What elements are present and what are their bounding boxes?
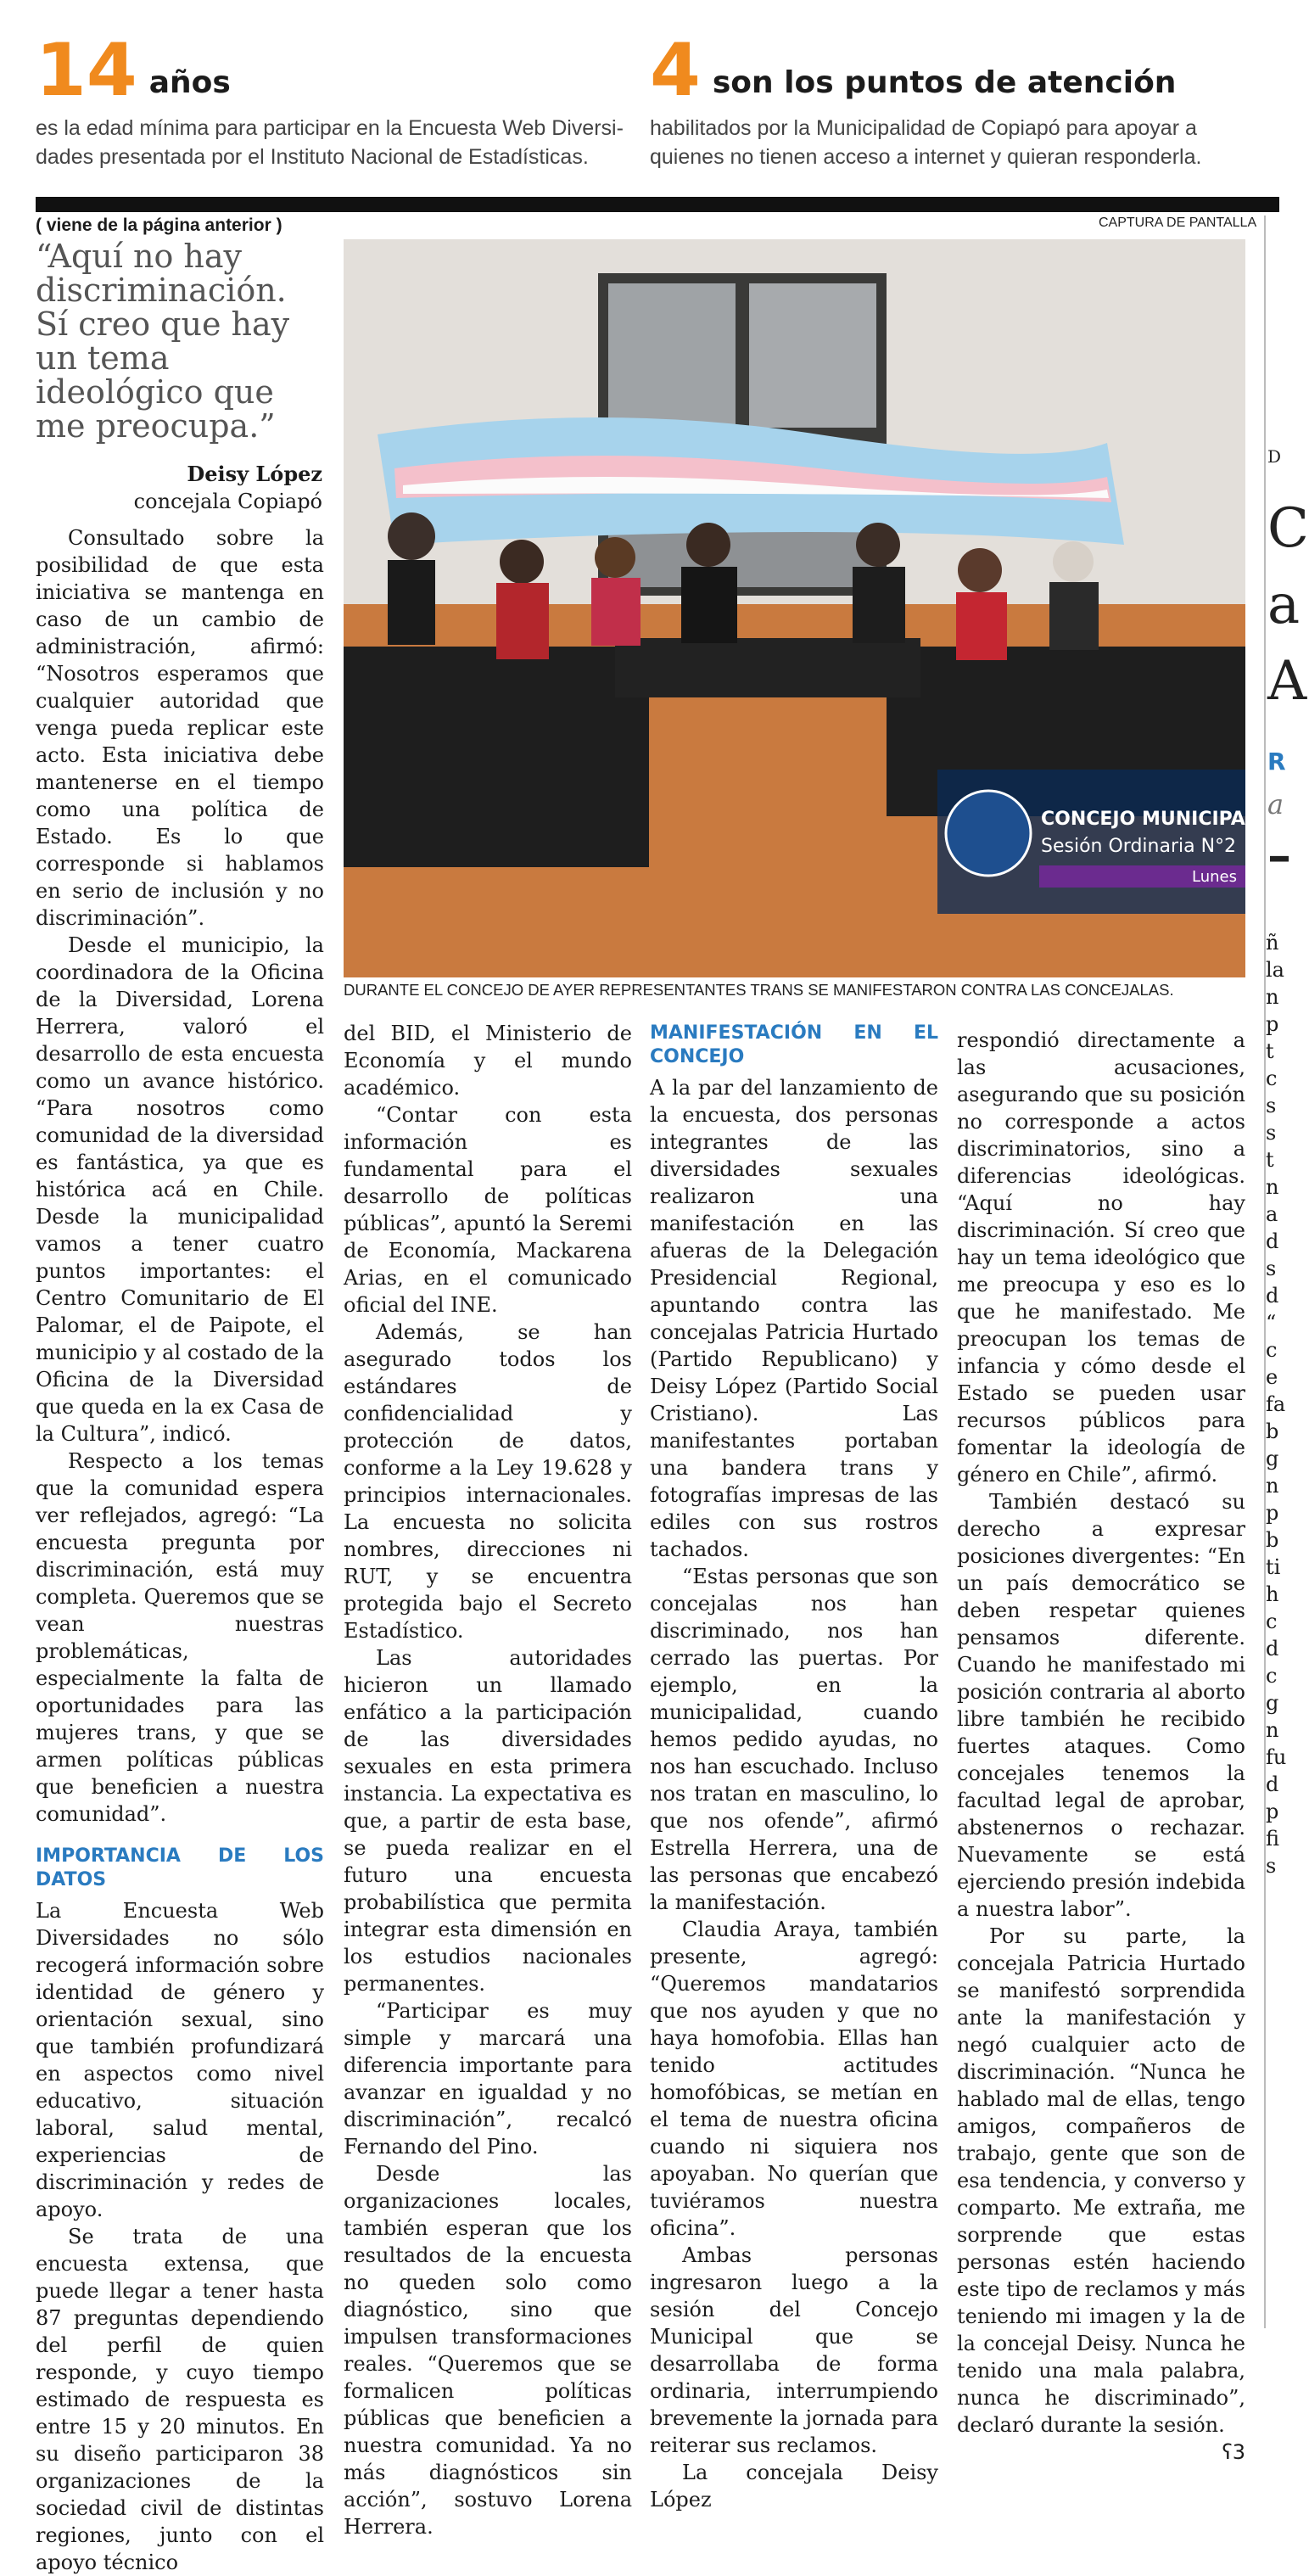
- edge-fragment: d: [1266, 1637, 1279, 1660]
- paragraph: “Contar con esta información es fundamental para el desarrollo de políticas públicas”, apuntó la Seremi de Economía, Mackarena Arias, en el comunicado oficial del INE.: [344, 1103, 632, 1317]
- paragraph: Además, se han asegurado todos los estándares de confidencialidad y protección de datos, conforme a la Ley 19.628 y principios internacionales. La encuesta no solicita nombres, direcciones ni RUT, y se encuentra protegida bajo el Secreto Estadístico.: [344, 1320, 632, 1643]
- stat-points: [650, 28, 1202, 171]
- edge-text-fragments: [1266, 929, 1286, 1879]
- quote-author: Deisy López: [187, 462, 322, 486]
- stat-desc-line: es la edad mínima para participar en la Encuesta Web Diversi-: [36, 116, 624, 140]
- section-heading: MANIFESTACIÓN EN EL CONCEJO: [650, 1022, 938, 1067]
- photo-illustration: [344, 239, 1257, 977]
- paragraph: A la par del lanzamiento de la encuesta, dos personas integrantes de las diversidades sexuales realizaron una manifestación en las afueras de la Delegación Presidencial Regional, apuntando contra las concejalas Patricia Hurtado (Partido Republicano) y Deisy López (Partido Social Cristiano). Las manifestantes portaban una bandera trans y fotografías impresas de las ediles con sus rostros tachados.: [650, 1076, 938, 1561]
- paragraph: Ambas personas ingresaron luego a la sesión del Concejo Municipal que se desarrollaba de forma ordinaria, interrumpiendo brevemente la jornada para reiterar sus reclamos.: [650, 2243, 938, 2457]
- edge-fragment: s: [1266, 1094, 1277, 1117]
- edge-fragment: fu: [1266, 1745, 1287, 1769]
- edge-fragment: a: [1267, 574, 1301, 636]
- edge-fragment: e: [1266, 1365, 1278, 1389]
- overlay-title: CONCEJO MUNICIPAL: [1041, 809, 1257, 830]
- paragraph: “Participar es muy simple y marcará una diferencia importante para avanzar en igualdad y no discriminación”, recalcó Fernando del Pino.: [344, 1999, 632, 2159]
- edge-fragment: ñ: [1266, 931, 1279, 955]
- paragraph: La concejala Deisy López: [650, 2461, 938, 2512]
- edge-fragment: n: [1266, 1474, 1279, 1498]
- edge-fragment: R: [1267, 748, 1286, 776]
- stat-description: [36, 114, 624, 171]
- edge-fragment: ti: [1266, 1555, 1281, 1579]
- paragraph: respondió directamente a las acusaciones, asegurando que su posición no corresponde a actos discriminatorios, sino a diferencias ideológicas. “Aquí no hay discriminación. Sí creo que hay un tema ideológico que me preocupa y eso es lo que he manifestado. Me preocupan los temas de infancia y cómo desde el Estado se pueden usar recursos públicos para fomentar la ideología de género en Chile”, afirmó.: [957, 1028, 1245, 1487]
- paragraph: Se trata de una encuesta extensa, que puede llegar a tener hasta 87 preguntas dependiendo del perfil de quien responde, y cuyo tiempo estimado de respuesta es entre 15 y 20 minutos. En su diseño participaron 38 organizaciones de la sociedad civil de distintas regiones, junto con el apoyo técnico: [36, 2225, 324, 2574]
- edge-fragment: fa: [1266, 1392, 1286, 1416]
- quote-author-role: concejala Copiapó: [133, 490, 322, 513]
- overlay-subtitle: Sesión Ordinaria N°2: [1041, 836, 1237, 857]
- edge-fragment: n: [1266, 1718, 1279, 1742]
- stat-desc-line: habilitados por la Municipalidad de Copiapó para apoyar a: [650, 116, 1197, 140]
- sidebar-quote: [36, 216, 322, 513]
- section-rule: [36, 197, 1279, 212]
- stat-number: 14: [36, 28, 137, 113]
- edge-fragment: “: [1266, 1311, 1277, 1335]
- stat-headline: años: [148, 65, 231, 100]
- edge-fragment: g: [1266, 1447, 1279, 1470]
- edge-fragment: s: [1266, 1257, 1277, 1280]
- edge-fragment: c: [1266, 1610, 1278, 1633]
- stat-number: 4: [650, 28, 701, 113]
- stat-desc-line: dades presentada por el Instituto Nacional de Estadísticas.: [36, 145, 589, 169]
- edge-fragment: g: [1266, 1691, 1279, 1715]
- edge-fragment: d: [1266, 1772, 1279, 1796]
- pull-quote: “Aquí no hay discriminación. Sí creo que hay un tema ideológico que me preocupa.”: [36, 238, 290, 445]
- edge-fragment: h: [1266, 1582, 1279, 1606]
- article-column-2: [344, 1020, 632, 2540]
- photo-credit: CAPTURA DE PANTALLA: [1099, 216, 1257, 230]
- end-mark-icon: ʕ3: [1222, 2440, 1245, 2464]
- paragraph: “Estas personas que son concejalas nos han discriminado, nos han cerrado las puertas. Por ejemplo, en la municipalidad, cuando hemos pedido ayudas, no nos han escuchado. Incluso nos tratan en masculino, lo que nos ofende”, afirmó Estrella Herrera, una de las personas que encabezó la manifestación.: [650, 1565, 938, 1914]
- section-heading: IMPORTANCIA DE LOS DATOS: [36, 1845, 324, 1890]
- edge-fragment: a: [1266, 1202, 1278, 1226]
- edge-fragment: p: [1266, 1800, 1279, 1823]
- photo-caption: DURANTE EL CONCEJO DE AYER REPRESENTANTES TRANS SE MANIFESTARON CONTRA LAS CONCEJALAS.: [344, 981, 1174, 999]
- edge-fragment: D: [1267, 446, 1282, 467]
- edge-fragment: c: [1266, 1664, 1278, 1688]
- paragraph: Claudia Araya, también presente, agregó: “Queremos mandatarios que nos ayuden y que no haya homofobia. Ellas han tenido actitudes homofóbicas, se metían en el tema de nuestra oficina cuando ni siquiera nos apoyaban. No querían que tuviéramos nuestra oficina”.: [650, 1918, 938, 2240]
- edge-fragment: –: [1267, 827, 1291, 883]
- edge-fragment: b: [1266, 1420, 1279, 1443]
- edge-fragment: c: [1266, 1338, 1278, 1362]
- article-column-1: [36, 524, 324, 2576]
- edge-fragment: s: [1266, 1121, 1277, 1145]
- paragraph: La Encuesta Web Diversidades no sólo recogerá información sobre identidad de género y orientación sexual, sino que también profundizará en aspectos como nivel educativo, situación laboral, salud mental, experiencias de discriminación y redes de apoyo.: [36, 1899, 324, 2221]
- continued-label: ( viene de la página anterior ): [36, 216, 282, 235]
- article-column-3: [650, 1022, 938, 2513]
- article-column-4: [957, 1027, 1245, 2466]
- council-session-photo: [344, 239, 1257, 977]
- edge-fragment: p: [1266, 1501, 1279, 1525]
- edge-fragment: p: [1266, 1012, 1279, 1036]
- paragraph: Desde el municipio, la coordinadora de la Oficina de la Diversidad, Lorena Herrera, valoró el desarrollo de esta encuesta como un avance histórico. “Para nosotros como comunidad de la diversidad es fantástica, ya que es histórica acá en Chile. Desde la municipalidad vamos a tener cuatro puntos importantes: el Centro Comunitario de El Palomar, el de Paipote, el municipio y al costado de la Oficina de la Diversidad que queda en la ex Casa de la Cultura”, indicó.: [36, 933, 324, 1446]
- paragraph: del BID, el Ministerio de Economía y el mundo académico.: [344, 1022, 632, 1100]
- edge-fragment: C: [1267, 497, 1309, 560]
- edge-fragment: c: [1266, 1067, 1278, 1090]
- edge-fragment: n: [1266, 1175, 1279, 1199]
- edge-fragment: la: [1266, 958, 1284, 982]
- edge-fragment: n: [1266, 985, 1279, 1009]
- paragraph: Desde las organizaciones locales, también esperan que los resultados de la encuesta no queden solo como diagnóstico, sino que impulsen transformaciones reales. “Queremos que se formalicen políticas públicas que beneficien a nuestra comunidad. Ya no más diagnósticos sin acción”, sostuvo Lorena Herrera.: [344, 2162, 632, 2539]
- paragraph: Consultado sobre la posibilidad de que esta iniciativa se mantenga en caso de un cambio de administración, afirmó: “Nosotros esperamos que cualquier autoridad que venga pueda replicar este acto. Esta iniciativa debe mantenerse en el tiempo como una política de Estado. Es lo que corresponde si hablamos en serio de inclusión y no discriminación”.: [36, 526, 324, 930]
- stat-description: [650, 114, 1201, 171]
- edge-fragment: b: [1266, 1528, 1279, 1552]
- end-of-article-mark: [957, 2439, 1245, 2466]
- paragraph: Respecto a los temas que la comunidad espera ver reflejados, agregó: “La encuesta pregunta por discriminación, está muy completa. Queremos que se vean nuestras problemáticas, especialmente la falta de oportunidades para las mujeres trans, y que se armen políticas públicas que beneficien a nuestra comunidad”.: [36, 1449, 324, 1826]
- stat-age: [36, 28, 624, 171]
- edge-fragment: fi: [1266, 1827, 1280, 1851]
- edge-fragment: A: [1267, 650, 1307, 713]
- stat-headline: son los puntos de atención: [712, 65, 1177, 100]
- edge-fragment: t: [1266, 1148, 1274, 1172]
- edge-fragment: t: [1266, 1039, 1274, 1063]
- edge-fragment: d: [1266, 1284, 1279, 1308]
- stat-desc-line: quienes no tienen acceso a internet y quieran responderla.: [650, 145, 1202, 169]
- edge-fragment: d: [1266, 1229, 1279, 1253]
- overlay-day: Lunes: [1192, 868, 1237, 886]
- edge-fragment: a: [1267, 788, 1284, 820]
- paragraph: Por su parte, la concejala Patricia Hurtado se manifestó sorprendida ante la manifestación y negó cualquier acto de discriminación. “Nunca he hablado mal de ellas, tengo amigos, compañeros de trabajo, gente que son de esa tendencia, y converso y comparto. Me extraña, me sorprende que estas personas estén haciendo este tipo de reclamos y más teniendo mi imagen y la de la concejal Deisy. Nunca he tenido una mala palabra, nunca he discriminado”, declaró durante la sesión.: [957, 1924, 1245, 2437]
- edge-fragment: s: [1266, 1854, 1277, 1878]
- paragraph: También destacó su derecho a expresar posiciones divergentes: “En un país democrático se deben respetar quienes pensamos diferente. Cuando he manifestado mi posición contraria al aborto libre también he recibido fuertes ataques. Como concejales tenemos la facultad legal de aprobar, abstenernos o rechazar. Nuevamente se está ejerciendo presión indebida a nuestra labor”.: [957, 1490, 1245, 1921]
- paragraph: Las autoridades hicieron un llamado enfático a la participación de las diversidades sexuales en esta primera instancia. La expectativa es que, a partir de esta base, se pueda realizar en el futuro una encuesta probabilística que permita integrar esta dimensión en los estudios nacionales permanentes.: [344, 1646, 632, 1996]
